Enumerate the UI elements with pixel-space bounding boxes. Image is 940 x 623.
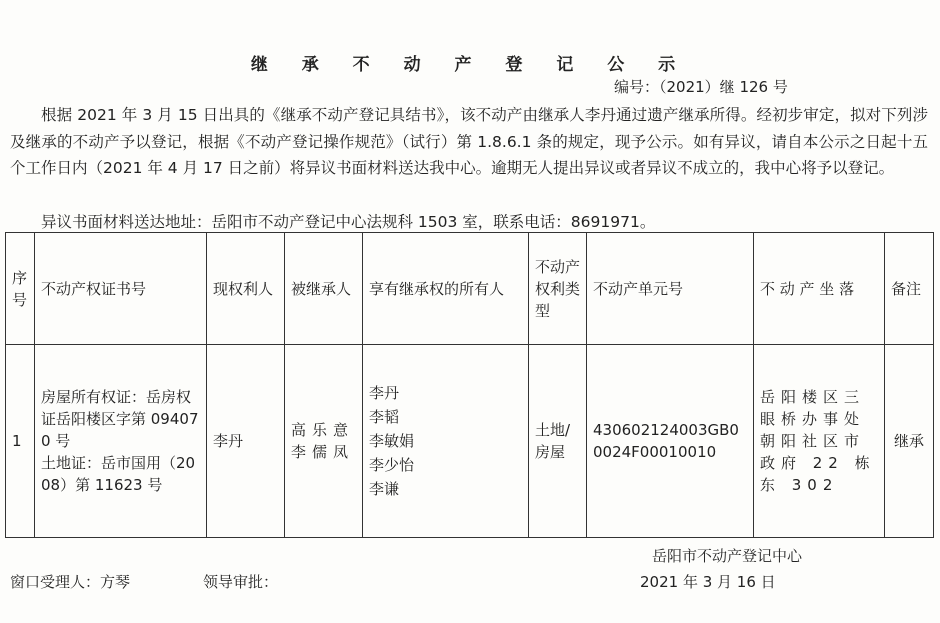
header-decedent: 被继承人: [285, 233, 363, 345]
header-note: 备注: [885, 233, 934, 345]
objection-address: 异议书面材料送达地址：岳阳市不动产登记中心法规科 1503 室，联系电话：8691971。: [41, 213, 656, 231]
header-cert: 不动产权证书号: [35, 233, 207, 345]
cell-cert: [35, 345, 207, 538]
cell-unit: 430602124003GB00024F00010010: [587, 345, 754, 538]
header-seq: 序号: [6, 233, 35, 345]
heir-name: 李丹: [369, 384, 400, 402]
heir-name: 李少怡: [369, 456, 415, 474]
cell-decedent: 高乐意 李儒凤: [285, 345, 363, 538]
document-number: 编号：（2021）继 126 号: [614, 78, 788, 96]
heir-name: 李敏娟: [369, 432, 415, 450]
header-unit: 不动产单元号: [587, 233, 754, 345]
cell-holder: 李丹: [207, 345, 285, 538]
cell-type: 土地/房屋: [529, 345, 587, 538]
cell-heirs: [363, 345, 529, 538]
issue-date: 2021 年 3 月 16 日: [640, 573, 776, 591]
heir-name: 李谦: [369, 480, 400, 498]
window-receiver: 窗口受理人：方琴: [10, 573, 131, 591]
cell-seq: 1: [6, 345, 35, 538]
leader-approval: 领导审批：: [203, 573, 279, 591]
header-holder: 现权利人: [207, 233, 285, 345]
cell-location: 岳阳楼区三眼桥办事处朝阳社区市政府 22 栋东 302: [754, 345, 885, 538]
issuing-organization: 岳阳市不动产登记中心: [652, 547, 803, 565]
header-type: 不动产权利类型: [529, 233, 587, 345]
cert-land: 土地证：岳市国用（2008）第 11623 号: [41, 454, 196, 494]
header-heirs: 享有继承权的所有人: [363, 233, 529, 345]
table-row: [6, 345, 934, 538]
registration-table: [5, 232, 934, 538]
table-header-row: [6, 233, 934, 345]
cell-note: 继承: [885, 345, 934, 538]
body-paragraph: 根据 2021 年 3 月 15 日出具的《继承不动产登记具结书》，该不动产由继承人李丹通过遗产继承所得。经初步审定，拟对下列涉及继承的不动产予以登记，根据《不动产登记操作规范》（试行）第 1.8.6.1 条的规定，现予公示。如有异议，请自本公示之日起十五个工作日内（2021 年 4 月 17 日之前）将异议书面材料送达我中心。逾期无人提出异议或者异议不成立的，我中心将予以登记。: [10, 106, 928, 177]
header-location: 不 动 产 坐 落: [754, 233, 885, 345]
page-title: 继 承 不 动 产 登 记 公 示: [250, 55, 690, 75]
heir-name: 李韬: [369, 408, 400, 426]
cert-house: 房屋所有权证：岳房权证岳阳楼区字第 094070 号: [41, 388, 199, 450]
